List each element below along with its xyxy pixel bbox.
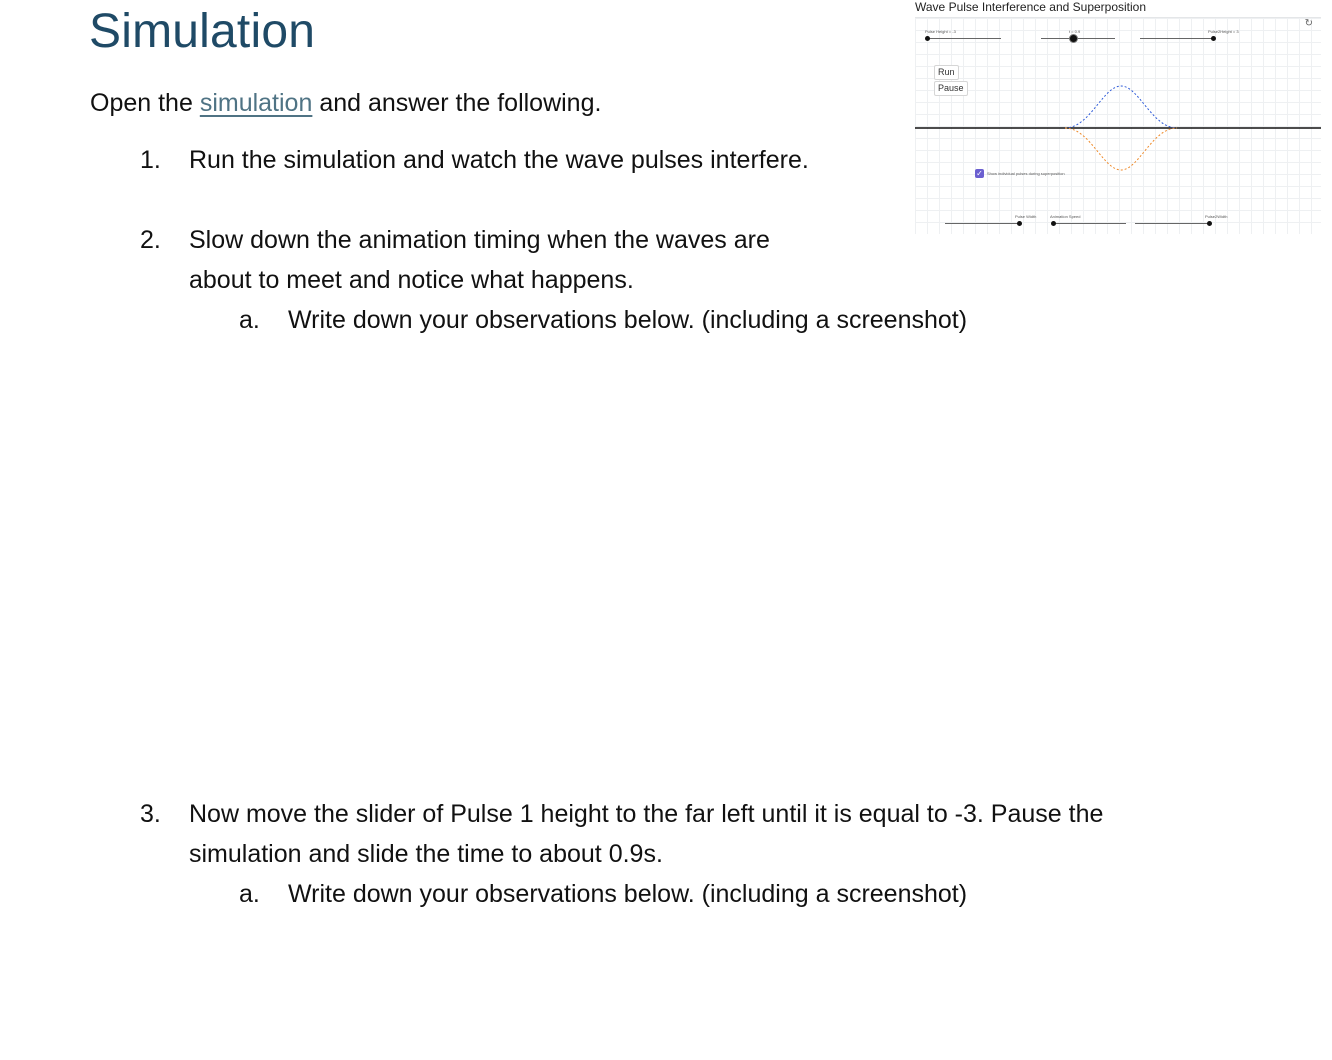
list-text: Now move the slider of Pulse 1 height to the far left until it is equal to -3. Pause the [189,800,1104,828]
pulse2-height-handle[interactable] [1211,36,1216,41]
animation-speed-handle[interactable] [1051,221,1056,226]
list-item-2-line-2 [189,260,634,300]
time-slider[interactable] [1041,38,1115,39]
list-item-2 [140,220,770,260]
list-text: simulation and slide the time to about 0.9s. [189,840,663,868]
list-text: about to meet and notice what happens. [189,266,634,294]
pulse2-width-handle[interactable] [1207,221,1212,226]
sub-item-3a [239,874,967,914]
simulation-link[interactable]: simulation [199,89,313,117]
list-item-1 [140,140,809,180]
pulse-width-slider[interactable] [945,223,1019,224]
show-pulses-checkbox[interactable]: ✓ [976,169,983,178]
animation-speed-label: Animation Speed [1050,214,1081,219]
run-button[interactable]: Run [934,65,959,80]
page-title: Simulation [89,5,316,58]
intro-paragraph [90,86,601,120]
list-item-3-line-2 [189,834,663,874]
list-text: Slow down the animation timing when the waves are [189,226,770,254]
pulse1-curve [1065,128,1177,170]
animation-speed-slider[interactable] [1052,223,1126,224]
list-text: Run the simulation and watch the wave pulses interfere. [189,146,809,174]
pulse1-height-handle[interactable] [925,36,930,41]
pulse2-curve [1065,86,1177,128]
intro-text-after: and answer the following. [312,89,602,117]
sub-letter: a. [239,306,260,334]
sub-item-2a [239,300,967,340]
time-label: t = 0.9 [1069,29,1081,34]
intro-text-before: Open the [90,89,200,117]
reset-icon[interactable]: ↻ [1304,18,1313,29]
pulse1-height-slider[interactable] [927,38,1001,39]
pulse1-height-label: Pulse Height = -3 [925,29,956,34]
simulation-canvas [915,17,1321,234]
list-number: 3. [140,800,161,828]
pulse2-height-slider[interactable] [1140,38,1214,39]
pause-button[interactable]: Pause [934,81,968,96]
list-item-3 [140,794,1103,834]
pulse2-width-slider[interactable] [1135,223,1209,224]
list-number: 2. [140,226,161,254]
pulse2-height-label: Pulse2Height = 3 [1208,29,1239,34]
sub-text: Write down your observations below. (including a screenshot) [288,880,968,908]
list-number: 1. [140,146,161,174]
sub-letter: a. [239,880,260,908]
pulse-width-handle[interactable] [1017,221,1022,226]
pulse2-width-label: Pulse2Width [1205,214,1228,219]
wave-plot [915,68,1321,198]
time-handle[interactable] [1070,35,1077,42]
show-pulses-label: Show individual pulses during superposition [987,171,1065,176]
simulation-title: Wave Pulse Interference and Superposition [915,0,1147,14]
pulse-width-label: Pulse Width [1015,214,1037,219]
simulation-widget [912,0,1332,234]
sub-text: Write down your observations below. (including a screenshot) [288,306,968,334]
